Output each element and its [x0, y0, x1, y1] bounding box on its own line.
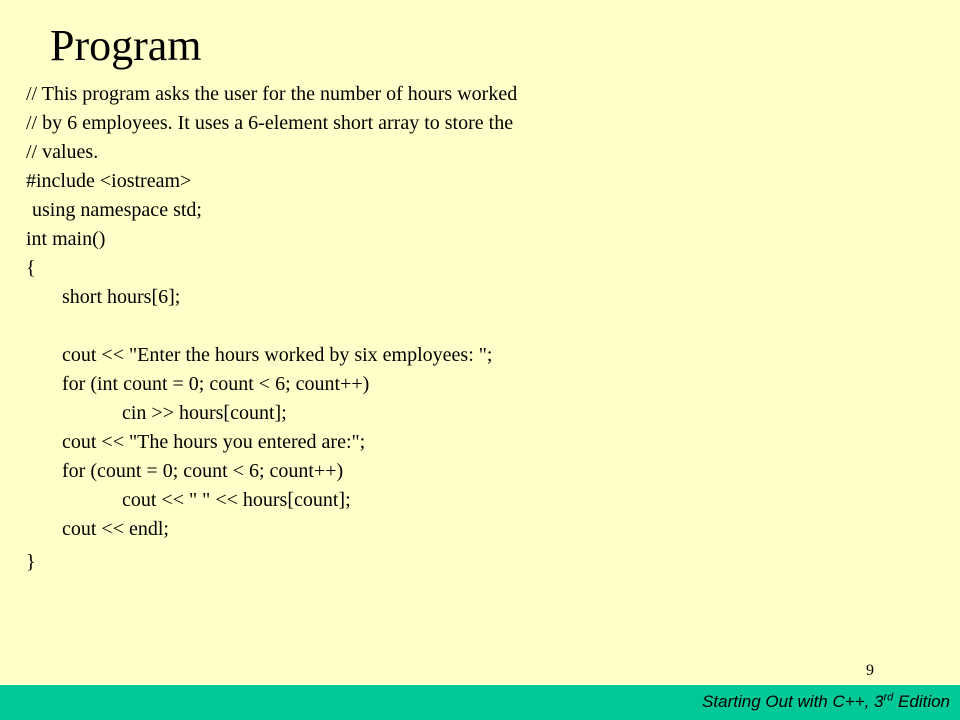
code-comment-line: // This program asks the user for the number of hours worked: [26, 83, 518, 105]
footer-book-title: [702, 692, 950, 712]
code-main-signature: int main(): [26, 228, 106, 250]
code-loop-body-line: cout << " " << hours[count];: [122, 489, 351, 511]
code-include-line: #include <iostream>: [26, 170, 192, 192]
code-for-loop-line: for (count = 0; count < 6; count++): [62, 460, 344, 482]
page-number: 9: [866, 662, 874, 679]
slide-title: Program: [50, 21, 202, 70]
code-namespace-line: using namespace std;: [32, 199, 202, 221]
footer-title-text: Starting Out with C++, 3: [702, 692, 884, 711]
code-statement-line: cout << "The hours you entered are:";: [62, 431, 366, 453]
code-comment-line: // values.: [26, 141, 99, 163]
code-comment-line: // by 6 employees. It uses a 6-element short array to store the: [26, 112, 514, 134]
footer-title-superscript: rd: [883, 691, 894, 704]
code-array-declaration: short hours[6];: [62, 286, 181, 308]
code-for-loop-line: for (int count = 0; count < 6; count++): [62, 373, 370, 395]
code-close-brace: }: [26, 551, 36, 573]
code-listing: [26, 80, 926, 577]
code-statement-line: cout << endl;: [62, 518, 169, 540]
footer-bar: [0, 685, 960, 720]
footer-title-edition: Edition: [893, 692, 950, 711]
code-blank-line: [26, 312, 926, 341]
code-open-brace: {: [26, 257, 36, 279]
code-loop-body-line: cin >> hours[count];: [122, 402, 287, 424]
code-statement-line: cout << "Enter the hours worked by six employees: ";: [62, 344, 493, 366]
